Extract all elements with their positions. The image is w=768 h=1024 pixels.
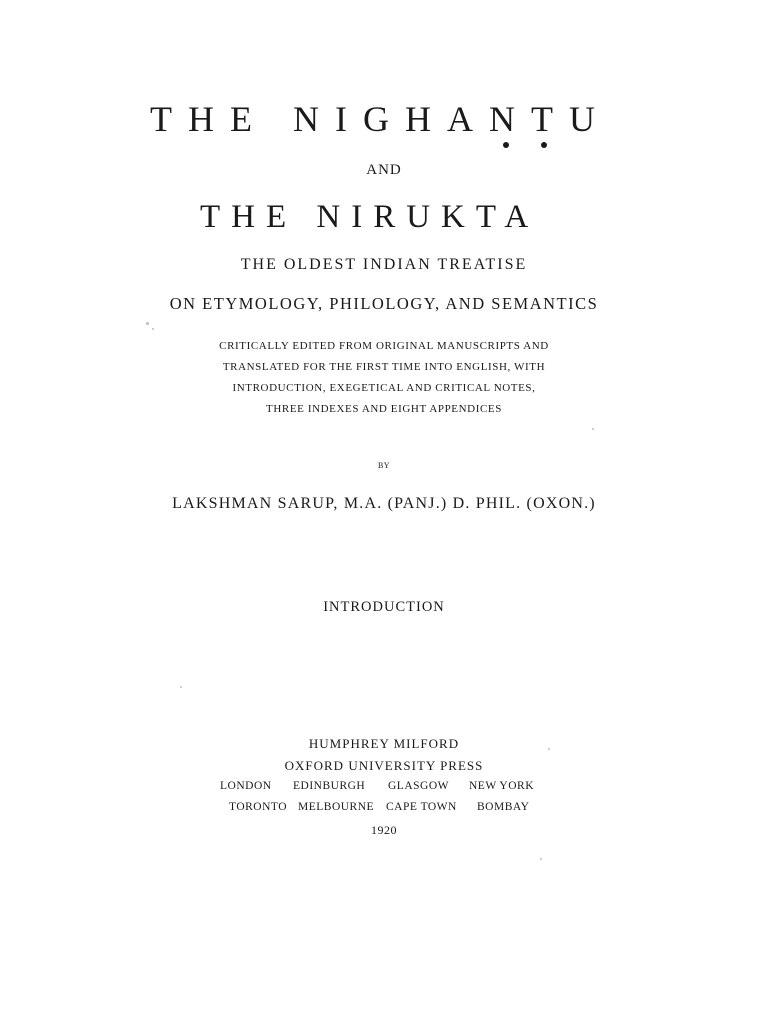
diacritic-dot-t	[541, 142, 547, 148]
city-melbourne: MELBOURNE	[298, 801, 375, 813]
edition-description	[0, 336, 768, 420]
by-label: BY	[377, 461, 391, 470]
scan-speck	[548, 748, 550, 750]
publisher-press: OXFORD UNIVERSITY PRESS	[284, 758, 484, 773]
section-title: INTRODUCTION	[323, 599, 445, 615]
description-line-2: TRANSLATED FOR THE FIRST TIME INTO ENGLISH, WITH	[222, 361, 546, 373]
author-name: LAKSHMAN SARUP, M.A. (PANJ.) D. PHIL. (OXON.)	[172, 495, 596, 512]
conjunction-and: AND	[366, 162, 402, 178]
description-line-3: INTRODUCTION, EXEGETICAL AND CRITICAL NOTES,	[232, 382, 536, 394]
scan-speck	[540, 858, 542, 860]
city-bombay: BOMBAY	[477, 801, 530, 813]
scan-speck	[152, 328, 154, 330]
city-glasgow: GLASGOW	[388, 780, 449, 792]
city-cape-town: CAPE TOWN	[386, 801, 457, 813]
publication-year: 1920	[371, 823, 397, 837]
description-line-1: CRITICALLY EDITED FROM ORIGINAL MANUSCRIPTS AND	[219, 340, 549, 352]
city-new-york: NEW YORK	[469, 780, 535, 792]
description-line-4: THREE INDEXES AND EIGHT APPENDICES	[266, 403, 502, 415]
scan-speck	[592, 428, 594, 430]
city-edinburgh: EDINBURGH	[293, 780, 366, 792]
publisher-name: HUMPHREY MILFORD	[308, 736, 460, 751]
scan-speck	[180, 686, 182, 688]
subtitle-line-2: ON ETYMOLOGY, PHILOLOGY, AND SEMANTICS	[169, 294, 599, 313]
city-toronto: TORONTO	[229, 801, 288, 813]
main-title: THE NIGHANTU	[150, 99, 611, 139]
subtitle-line-1: THE OLDEST INDIAN TREATISE	[240, 256, 528, 273]
diacritic-dot-n	[503, 142, 509, 148]
city-london: LONDON	[220, 780, 272, 792]
secondary-title: THE NIRUKTA	[200, 199, 540, 235]
scan-speck	[146, 322, 149, 325]
